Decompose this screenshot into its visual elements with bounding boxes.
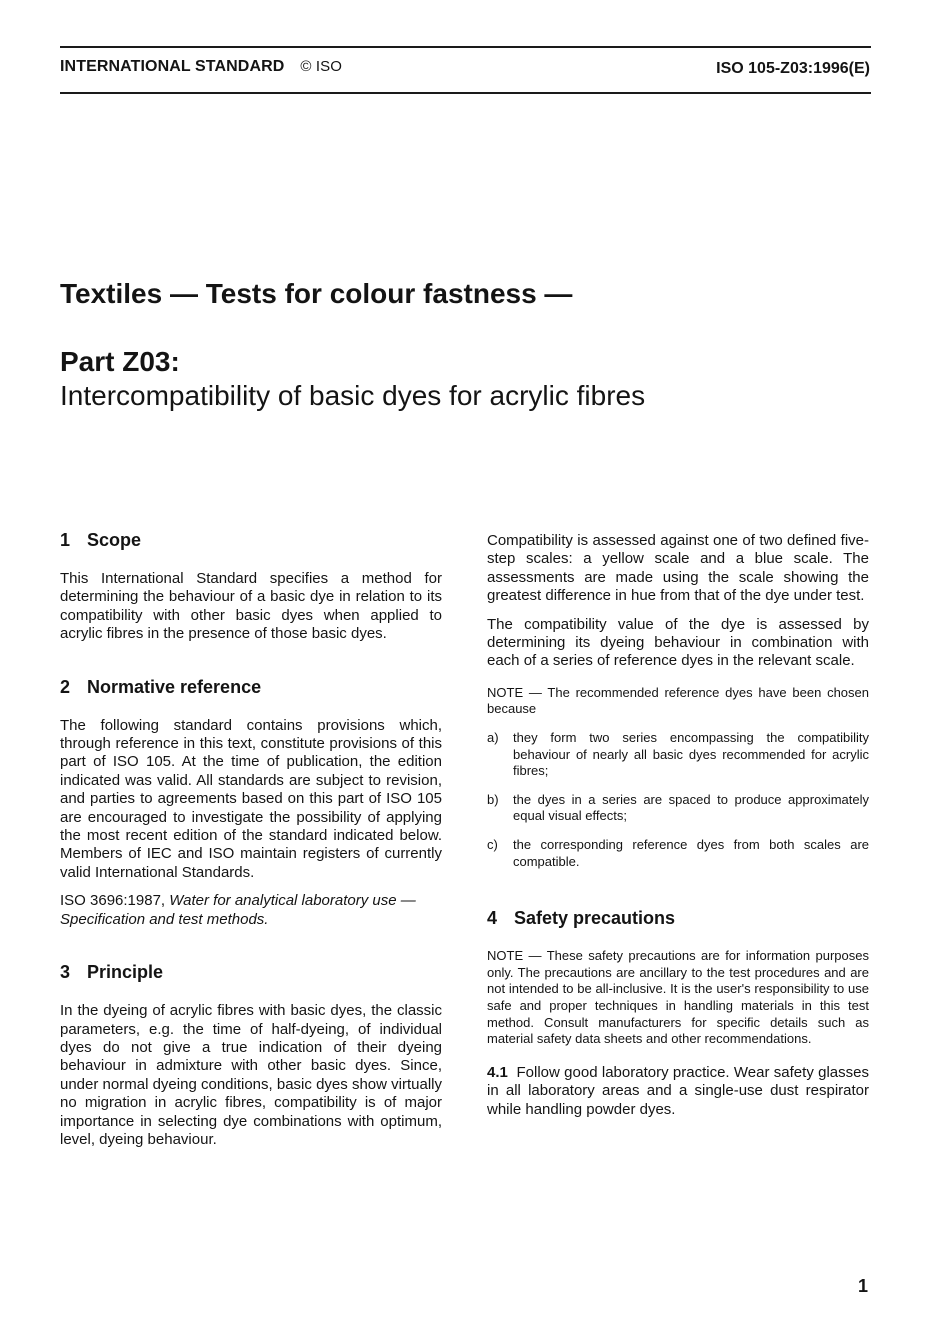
section-heading-normative: 2 Normative reference — [60, 676, 262, 697]
list-item: b) the dyes in a series are spaced to produce approximately equal visual effects; — [487, 791, 869, 824]
reference-dye-reasons-list — [487, 730, 869, 870]
document-title: Textiles — Tests for colour fastness — — [60, 278, 573, 309]
standard-type: INTERNATIONAL STANDARD — [60, 58, 285, 75]
principle-paragraph-3: The compatibility value of the dye is assessed by determining its dyeing behaviour in combination with each of a series of reference dyes in the relevant scale. — [487, 615, 869, 670]
part-subtitle: Intercompatibility of basic dyes for acrylic fibres — [60, 380, 646, 411]
list-item: a) they form two series encompassing the compatibility behaviour of nearly all basic dyes recommended for acrylic fibres; — [487, 730, 869, 779]
part-number: Part Z03: — [60, 346, 180, 377]
safety-clause-4-1: 4.1 Follow good laboratory practice. Wear safety glasses in all laboratory areas and a single-use dust respirator while handling powder dyes. — [487, 1063, 869, 1118]
section-heading-principle: 3 Principle — [60, 962, 164, 983]
normative-reference-item: ISO 3696:1987, Water for analytical laboratory use — Specification and test methods. — [60, 892, 416, 928]
page-number: 1 — [857, 1276, 868, 1296]
section-heading-safety: 4 Safety precautions — [487, 908, 676, 929]
safety-note: NOTE — These safety precautions are for information purposes only. The precautions are ancillary to the test procedures and are not intended to be all-inclusive. It is the user's responsibility to use safe and proper techniques in handling materials in this test method. Consult manufacturers for specific details such as material safety data sheets and other recommendations. — [487, 948, 869, 1047]
principle-paragraph: In the dyeing of acrylic fibres with basic dyes, the classic parameters, e.g. the time of half-dyeing, of individual dyes do not give a true indication of their dyeing behaviour in admixture with other basic dyes. Since, under normal dyeing conditions, basic dyes show virtually no migration in acrylic fibres, compatibility is of major importance in selecting dye combinations with optimum, level, dyeing behaviour. — [60, 1002, 442, 1148]
left-column — [60, 528, 442, 1149]
list-item: c) the corresponding reference dyes from both scales are compatible. — [487, 837, 869, 869]
standard-number: ISO 105-Z03:1996(E) — [716, 60, 870, 77]
principle-note: NOTE — The recommended reference dyes have been chosen because — [487, 684, 869, 717]
copyright-mark: © ISO — [300, 58, 342, 75]
right-column — [487, 532, 869, 1119]
section-heading-scope: 1 Scope — [60, 530, 142, 550]
normative-paragraph: The following standard contains provisions which, through reference in this text, constitute provisions of this part of ISO 105. At the time of publication, the edition indicated was valid. All standards are subject to revision, and parties to agreements based on this part of ISO 105 are encouraged to investigate the possibility of applying the most recent edition of the standard indicated below. Members of IEC and ISO maintain registers of currently valid International Standards. — [60, 716, 442, 881]
principle-paragraph-2: Compatibility is assessed against one of two defined five-step scales: a yellow scale and a blue scale. The assessments are made using the scale showing the greatest difference in hue from that of the dye under test. — [487, 532, 869, 605]
header-standard-label — [60, 58, 342, 76]
header-bottom-rule — [60, 92, 871, 94]
header-top-rule — [60, 46, 871, 48]
scope-paragraph: This International Standard specifies a method for determining the behaviour of a basic dye in relation to its compatibility with other basic dyes when applied to acrylic fibres in the presence of those basic dyes. — [60, 570, 442, 643]
